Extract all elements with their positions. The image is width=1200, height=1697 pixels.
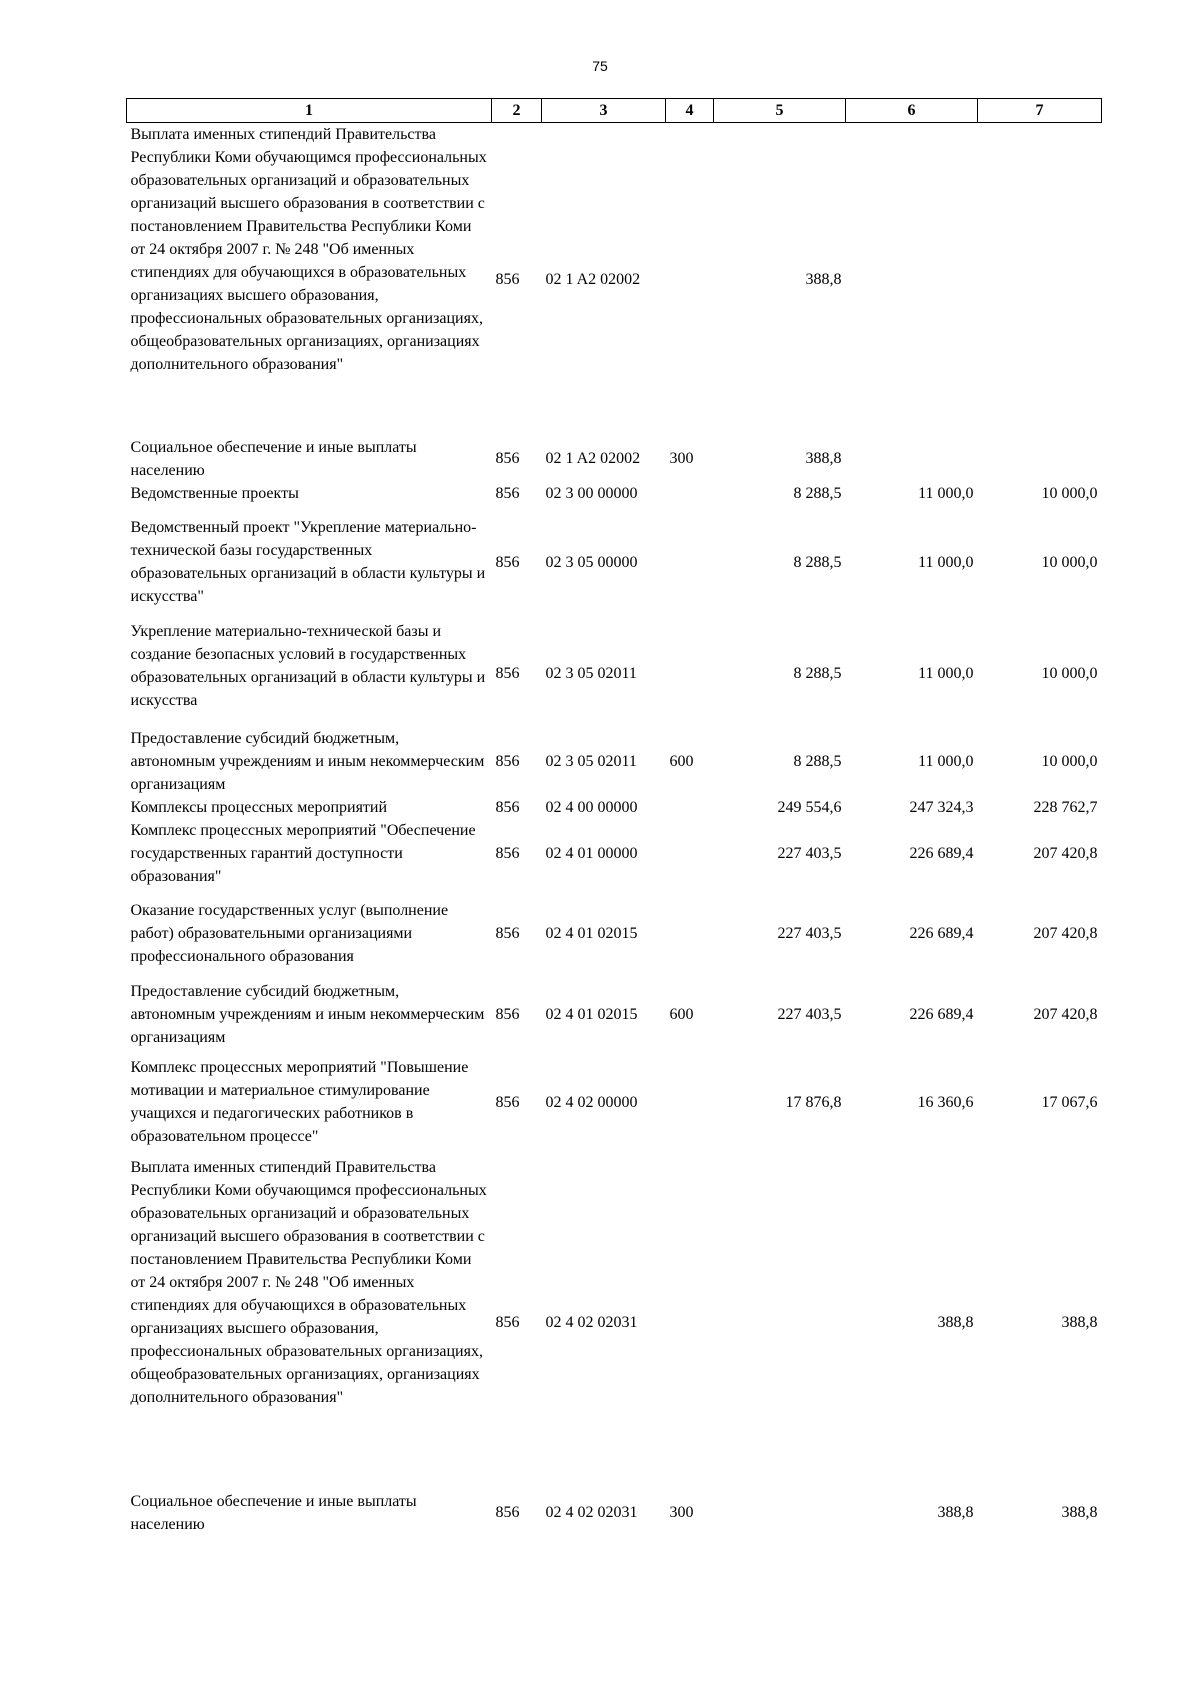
table-row xyxy=(127,796,1102,819)
row-name: Предоставление субсидий бюджетным, автономным учреждениям и иным некоммерческим организациям xyxy=(130,729,485,793)
row-amount-1: 227 403,5 xyxy=(777,1005,842,1023)
row-amount-2: 226 689,4 xyxy=(909,1005,974,1023)
row-target-code: 02 4 01 02015 xyxy=(545,1005,638,1023)
row-name: Выплата именных стипендий Правительства Республики Коми обучающимся профессиональных образовательных организаций и образовательных организаций высшего образования в соответствии с постановлением Правительства Республики Коми от 24 октября 2007 г. № 248 "Об именных стипендиях для обучающихся в образовательных организациях высшего образования, профессиональных образовательных организациях, общеобразовательных организациях, организациях дополнительного образования" xyxy=(130,1158,487,1406)
row-amount-3: 10 000,0 xyxy=(1041,752,1098,770)
row-target-code: 02 4 01 00000 xyxy=(545,844,638,862)
column-header: 4 xyxy=(666,99,714,123)
row-admin-code: 856 xyxy=(495,798,520,816)
row-target-code: 02 1 A2 02002 xyxy=(545,270,641,288)
row-amount-2: 11 000,0 xyxy=(918,664,974,682)
row-amount-2 xyxy=(846,436,978,482)
column-header: 7 xyxy=(978,99,1102,123)
row-target-code: 02 3 05 02011 xyxy=(545,752,637,770)
row-expense-type xyxy=(666,482,714,505)
row-amount-2: 16 360,6 xyxy=(917,1093,974,1111)
row-amount-2: 388,8 xyxy=(937,1313,974,1331)
row-amount-2: 226 689,4 xyxy=(909,844,974,862)
row-expense-type xyxy=(666,1156,714,1489)
row-amount-1 xyxy=(714,1156,846,1489)
row-expense-type: 300 xyxy=(669,1504,694,1521)
row-name: Комплекс процессных мероприятий "Обеспечение государственных гарантий доступности образования" xyxy=(130,821,476,885)
row-expense-type: 600 xyxy=(669,752,694,770)
column-header: 6 xyxy=(846,99,978,123)
row-admin-code: 856 xyxy=(495,664,520,682)
row-amount-2: 11 000,0 xyxy=(918,752,974,770)
row-amount-3: 207 420,8 xyxy=(1033,925,1098,942)
row-amount-1: 8 288,5 xyxy=(793,553,842,571)
row-expense-type: 600 xyxy=(669,1005,694,1023)
column-header-row xyxy=(127,99,1102,123)
column-header: 5 xyxy=(714,99,846,123)
row-amount-2: 226 689,4 xyxy=(909,925,974,942)
row-amount-3: 10 000,0 xyxy=(1041,664,1098,682)
row-name: Выплата именных стипендий Правительства Республики Коми обучающимся профессиональных образовательных организаций и образовательных организаций высшего образования в соответствии с постановлением Правительства Республики Коми от 24 октября 2007 г. № 248 "Об именных стипендиях для обучающихся в образовательных организациях высшего образования, профессиональных образовательных организациях, общеобразовательных организациях, организациях дополнительного образования" xyxy=(130,126,487,373)
row-amount-3: 207 420,8 xyxy=(1033,844,1098,862)
row-target-code: 02 3 00 00000 xyxy=(545,484,638,502)
row-expense-type xyxy=(666,796,714,819)
row-expense-type xyxy=(666,888,714,980)
row-amount-1: 8 288,5 xyxy=(793,484,842,502)
table-row xyxy=(127,819,1102,888)
row-admin-code: 856 xyxy=(495,450,520,467)
table-row xyxy=(127,1049,1102,1156)
row-target-code: 02 3 05 02011 xyxy=(545,664,637,682)
table-row xyxy=(127,620,1102,727)
row-admin-code: 856 xyxy=(495,1005,520,1023)
table-row xyxy=(127,482,1102,505)
row-expense-type xyxy=(666,819,714,888)
table-row xyxy=(127,1489,1102,1537)
row-name: Ведомственный проект "Укрепление материально-технической базы государственных образовательных организаций в области культуры и искусства" xyxy=(130,519,486,605)
row-expense-type xyxy=(666,620,714,727)
row-amount-1: 388,8 xyxy=(805,270,842,288)
row-amount-1: 8 288,5 xyxy=(793,664,842,682)
row-admin-code: 856 xyxy=(495,752,520,770)
row-admin-code: 856 xyxy=(495,844,520,862)
row-target-code: 02 4 02 00000 xyxy=(545,1093,638,1111)
row-amount-1: 388,8 xyxy=(805,450,842,467)
row-amount-3 xyxy=(978,436,1102,482)
row-amount-1: 227 403,5 xyxy=(777,844,842,862)
row-expense-type xyxy=(666,1049,714,1156)
column-header: 3 xyxy=(542,99,666,123)
row-amount-2: 388,8 xyxy=(937,1504,974,1521)
row-admin-code: 856 xyxy=(495,925,520,942)
row-amount-3: 388,8 xyxy=(1061,1504,1098,1521)
row-admin-code: 856 xyxy=(495,553,520,571)
row-name: Ведомственные проекты xyxy=(130,484,299,502)
row-target-code: 02 1 A2 02002 xyxy=(545,450,641,467)
table-row xyxy=(127,436,1102,482)
table-row xyxy=(127,1156,1102,1489)
column-header: 1 xyxy=(127,99,492,123)
row-amount-2: 247 324,3 xyxy=(909,798,974,816)
row-target-code: 02 4 02 02031 xyxy=(545,1313,638,1331)
row-amount-2: 11 000,0 xyxy=(918,484,974,502)
row-name: Укрепление материально-технической базы и создание безопасных условий в государственных образовательных организаций в области культуры и искусства xyxy=(130,622,486,709)
row-amount-1: 249 554,6 xyxy=(777,798,842,816)
column-header: 2 xyxy=(492,99,542,123)
row-amount-1 xyxy=(714,1489,846,1537)
row-target-code: 02 4 00 00000 xyxy=(545,798,638,816)
row-admin-code: 856 xyxy=(495,1093,520,1111)
row-amount-3: 388,8 xyxy=(1061,1313,1098,1331)
row-target-code: 02 4 02 02031 xyxy=(545,1504,638,1521)
row-name: Социальное обеспечение и иные выплаты населению xyxy=(130,1492,417,1533)
row-amount-1: 8 288,5 xyxy=(793,752,842,770)
row-admin-code: 856 xyxy=(495,270,520,288)
row-expense-type xyxy=(666,505,714,620)
page-number: 75 xyxy=(592,58,608,74)
row-amount-2 xyxy=(846,123,978,436)
row-admin-code: 856 xyxy=(495,1504,520,1521)
row-name: Оказание государственных услуг (выполнение работ) образовательными организациями профессионального образования xyxy=(130,902,449,965)
row-expense-type xyxy=(666,123,714,436)
row-amount-2: 11 000,0 xyxy=(918,553,974,571)
table-row xyxy=(127,123,1102,436)
row-amount-3: 10 000,0 xyxy=(1041,484,1098,502)
row-amount-3: 228 762,7 xyxy=(1033,798,1098,816)
budget-table xyxy=(126,98,1102,1537)
table-row xyxy=(127,980,1102,1049)
table-row xyxy=(127,727,1102,796)
row-amount-3: 10 000,0 xyxy=(1041,553,1098,571)
row-amount-3 xyxy=(978,123,1102,436)
row-name: Предоставление субсидий бюджетным, автономным учреждениям и иным некоммерческим организациям xyxy=(130,982,485,1046)
row-name: Комплексы процессных мероприятий xyxy=(130,798,388,816)
row-name: Комплекс процессных мероприятий "Повышение мотивации и материальное стимулирование учащихся и педагогических работников в образовательном процессе" xyxy=(130,1059,469,1145)
row-amount-3: 207 420,8 xyxy=(1033,1005,1098,1023)
row-amount-3: 17 067,6 xyxy=(1041,1093,1098,1111)
row-amount-1: 17 876,8 xyxy=(785,1093,842,1111)
table-row xyxy=(127,888,1102,980)
row-target-code: 02 3 05 00000 xyxy=(545,553,638,571)
row-amount-1: 227 403,5 xyxy=(777,925,842,942)
row-target-code: 02 4 01 02015 xyxy=(545,925,638,942)
row-name: Социальное обеспечение и иные выплаты населению xyxy=(130,438,417,479)
table-row xyxy=(127,505,1102,620)
row-admin-code: 856 xyxy=(495,484,520,502)
row-admin-code: 856 xyxy=(495,1313,520,1331)
row-expense-type: 300 xyxy=(669,450,694,467)
